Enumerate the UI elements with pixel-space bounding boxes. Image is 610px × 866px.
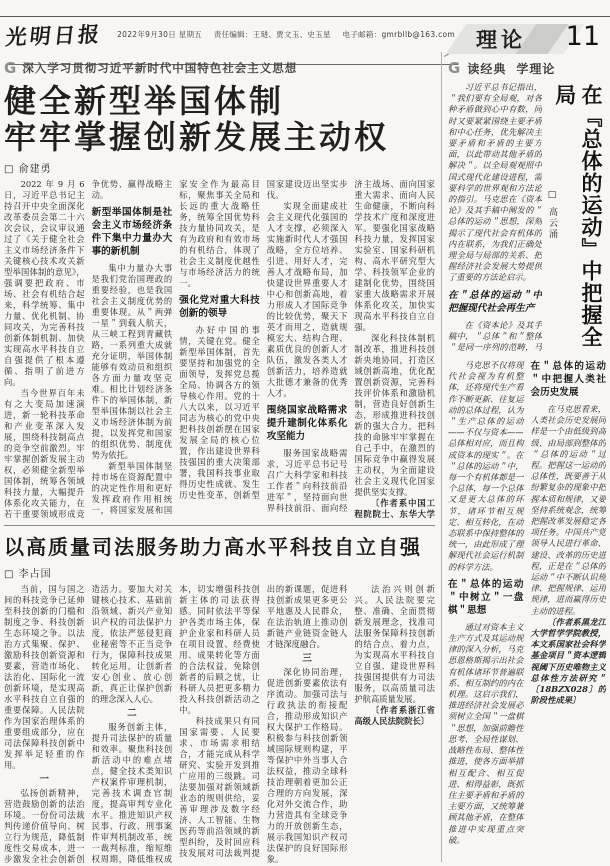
paragraph: 办好中国的事情，关键在党。健全新型举国体制，首先要坚持和加强党的全面领导，发挥党总揽全局、协调各方的领导核心作用。党的十八大以来，以习近平同志为核心的党中央把科技创新摆在国家发展全局的核心位置，作出建设世界科技强国的重大决策部署，我国科技事业取得历史性成就、发生历史性变革，创新型国家建设迈出坚实步伐。	[179, 179, 348, 500]
column-tag-2: 学理论	[516, 62, 556, 76]
author-note: 〔作者系黑龙江大学哲学学院教授，本文系国家社会科学基金项目＂资本逻辑视阈下历史唯物主义总体性方法研究＂〔18BZX028〕的阶段性成果〕	[530, 616, 606, 706]
gm-g-icon: G	[448, 59, 462, 77]
section-marker-1: 一	[39, 774, 50, 785]
paragraph: 弘扬创新精神，营造鼓励创新的法治环境。一份份司法裁判传递价值导向、树立行为规范，降低制度性交易成本，进一步激发全社会创新创造活力。要加大对关键核心技术、基础前沿领域、新兴产业知识产权的司法保护力度，依法严惩侵犯商业秘密等不正当竞争行为，保障科技成果转化运用，让创新者安心创业、放心创新，真正让保护创新的理念深入人心。	[4, 584, 173, 864]
sidebar-column-header	[448, 60, 606, 77]
main-byline: □ 俞建勇	[4, 164, 52, 175]
date-text: 2022年9月30日 星期五	[117, 30, 203, 39]
author-note: 〔作者系浙江省高级人民法院院长〕	[354, 705, 435, 726]
email-text: 电子邮箱：gmrbllb@163.com	[342, 30, 456, 39]
theme-banner	[4, 60, 435, 76]
paragraph: 当今世界百年未有之大变局加速演进，新一轮科技革命和产业变革深入发展，围绕科技制高点的竞争空前激烈。牢牢掌握创新发展主动权，必须健全新型举国体制，统筹各领域科技力量，大幅提升体系化攻关能力，在若干重要领域形成竞争优势、赢得战略主动。	[4, 179, 173, 519]
paragraph: 法治兴则创新兴。人民法院要完整、准确、全面贯彻新发展理念，找准司法服务保障科技创新的结合点、着力点，为实现高水平科技自立自强、建设世界科技强国提供有力司法服务，以高质量司法护航高质量发展。	[354, 584, 435, 704]
column-tag-1: 读经典	[467, 62, 507, 76]
main-subhead-1: 新型举国体制是社会主义市场经济条件下集中力量办大事的新机制	[91, 207, 173, 257]
paragraph: 集中力量办大事是我们党治国理政的重要经验，也是我国社会主义制度优势的重要体现。从＂两弹一星＂到载人航天，从三峡工程到青藏铁路，一系列重大成就充分证明，举国体制能够有效动员和组织各方面力量攻坚克难。相比计划经济条件下的举国体制，新型举国体制以社会主义市场经济体制为前提，以发挥党和国家的组织优势、制度优势为依托。	[91, 263, 173, 460]
bottom-article	[4, 531, 435, 866]
paragraph: 在马克思看来，人类社会历史发展同样是一个由低级到高级、由局部到整体的＂总体的运动＂过程。把握这一运动的总体性，既要善于从纷繁复杂的现象中把握本质和规律，又要坚持系统观念，统筹把握改革发展稳定各项任务。中国共产党领导人民进行革命、建设、改革的历史进程，正是在＂总体的运动＂中不断认识规律、把握规律、运用规律，进而赢得历史主动的进程。	[530, 404, 606, 616]
paper-logo: 光明日报	[4, 21, 104, 50]
paragraph: 2022年9月6日，习近平总书记主持召开中央全面深化改革委员会第二十六次会议，会议审议通过了《关于健全社会主义市场经济条件下关键核心技术攻关新型举国体制的意见》，强调要把政府、市场、社会有机结合起来，科学统筹、集中力量、优化机制、协同攻关，为完善科技创新体制机制、加快实现高水平科技自立自强提供了根本遵循、指明了前进方向。	[4, 179, 85, 387]
main-headline	[4, 83, 435, 155]
paragraph: 服务创新主体，提升司法保护的质量和效率。聚焦科技创新活动中的难点堵点，健全技术类知识产权案件审理机制，完善技术调查官制度，提高审判专业化水平。推进知识产权民事、行政、刑事案件审判机制改革，统一裁判标准，缩短维权周期，降低维权成本，切实增强科技创新主体的司法获得感。同时依法平等保护各类市场主体，保护企业家和科研人员在项目设置、经费使用、成果转化等方面的合法权益，免除创新者的后顾之忧，让科研人员把更多精力投入科技创新活动之中。	[91, 584, 260, 864]
sidebar-subhead-b: 在＂总体的运动＂中树立＂一盘棋＂思想	[448, 578, 524, 616]
editors-text: 责任编辑：王琎、贾文玉、史玉星	[213, 30, 331, 39]
sidebar-subhead-a: 在＂总体的运动＂中把握现代社会再生产	[448, 289, 542, 314]
sidebar-vertical-headline: 在『总体的运动』中把握全局	[552, 84, 604, 348]
main-column	[4, 52, 441, 862]
paragraph: 实现全面建成社会主义现代化强国的人才支撑，必须深入实施新时代人才强国战略，全方位培养、引进、用好人才，完善人才战略布局，加快建设世界重要人才中心和创新高地，着力形成人才国际竞争的比较优势，聚天下英才而用之，造就规模宏大、结构合理、素质优良的创新人才队伍，激发各类人才创新活力，培养造就大批德才兼备的优秀人才。	[266, 201, 348, 398]
dateline	[117, 29, 464, 40]
masthead	[6, 18, 610, 52]
gm-g-icon: G	[4, 58, 18, 77]
top-rule	[0, 16, 610, 17]
paragraph: 通过对资本主义生产方式及其运动规律的深入分析，马克思恩格斯揭示出社会有机体诸环节普遍联系、相互制约的内在机理。这启示我们，推进经济社会发展必须树立全国＂一盘棋＂思想，加强前瞻性思考、全局性谋划、战略性布局、整体性推进，使各方面举措相互配合、相互促进、相得益彰，既抓住主要矛盾和矛盾的主要方面，又统筹兼顾其他矛盾，在整体推进中实现重点突破。	[448, 621, 524, 845]
page-number: 11	[565, 21, 600, 52]
sidebar-article-body	[448, 360, 606, 858]
paragraph: 习近平总书记指出，＂我们要有全局观，对各种矛盾做到心中有数，同时又要紧紧围绕主要矛盾和中心任务，优先解决主要矛盾和矛盾的主要方面，以此带动其他矛盾的解决＂。以全局观观照中国式现代化建设进程，需要科学的世界观和方法论的指引。马克思在《资本论》及其手稿中阐发的＂总体的运动＂思想，深刻揭示了现代社会有机体的内在联系，为我们正确处理全局与局部的关系、把握经济社会发展大势提供了重要的方法论启示。	[448, 82, 542, 283]
main-article	[4, 60, 435, 521]
sidebar-lead-column	[448, 82, 542, 354]
paragraph: 深化科技体制机制改革，推进科技创新央地协同，打造区域创新高地，优化配置创新资源，完善科技评价体系和激励机制，营造良好创新生态，形成推进科技创新的强大合力，把科技的命脉牢牢掌握在自己手中，在激烈的国际竞争中赢得发展主动权，为全面建设社会主义现代化国家提供坚实支撑。	[354, 333, 435, 497]
bottom-article-body	[4, 584, 435, 866]
sidebar-article	[441, 52, 606, 862]
main-article-body	[4, 179, 435, 521]
paragraph: 深化协同治理，促进创新要素依法有序流动。加强司法与行政执法的衔接配合，推动形成知识产权大保护工作格局。积极参与科技创新领域国际规则构建，平等保护中外当事人合法权益，推动全球科技治理朝着更加公正合理的方向发展，深化对外交流合作，助力营造具有全球竞争力的开放创新生态，展示我国知识产权司法保护的良好国际形象。	[266, 667, 348, 864]
page-content	[4, 52, 606, 862]
article-divider	[4, 525, 435, 526]
sidebar-subhead-c: 在＂总体的运动＂中把握人类社会历史发展	[530, 361, 606, 398]
section-label: 理论	[476, 28, 526, 52]
bottom-headline: 以高质量司法服务助力高水平科技自立自强	[4, 535, 422, 559]
main-subhead-2: 强化党对重大科技创新的领导	[179, 295, 260, 319]
sidebar-top-block	[448, 82, 606, 354]
theme-banner-text: 深入学习贯彻习近平新时代中国特色社会主义思想	[22, 61, 298, 75]
bottom-byline: □ 李占国	[4, 569, 52, 580]
main-headline-line1: 健全新型举国体制	[4, 82, 285, 120]
paragraph: 当前，国与国之间的科技竞争已延伸至科技创新的门槛和制度之争、科技创新生态环境之争。以法治方式集聚、保护、激励科技创新资源和要素，营造市场化、法治化、国际化一流创新环境，是实现高水平科技自立自强的重要保障。人民法院作为国家治理体系的重要组成部分，应在司法保障科技创新中发挥举足轻重的作用。	[4, 584, 85, 770]
main-headline-line2: 牢牢掌握创新发展主动权	[4, 118, 390, 156]
paragraph: 新型举国体制坚持市场在资源配置中的决定性作用和更好发挥政府作用相统一，将国家发展和国家安全作为最高目标，聚焦事关全局和长远的重大战略任务，统筹全国优势科技力量协同攻关，是有为政府和有效市场的有机结合，体现了社会主义制度优越性与市场经济活力的统一。	[91, 179, 260, 515]
author-note: 〔作者系中国工程院院士、东华大学	[354, 498, 435, 519]
main-subhead-3: 围绕国家战略需求提升建制化体系化攻坚能力	[266, 405, 348, 442]
section-marker-2: 二	[127, 708, 137, 719]
sidebar-byline: □ 高云涌	[547, 190, 557, 240]
paragraph: 在《资本论》及其手稿中，＂总体＂和＂整体＂是同一序列的范畴，马	[448, 319, 542, 353]
paragraph: 服务国家战略需求，习近平总书记号召广大科学家和科技工作者＂向科技前沿进军＂，坚持面向世界科技前沿、面向经济主战场、面向国家重大需求、面向人民生命健康，不断向科学技术广度和深度进军。要强化国家战略科技力量，发挥国家实验室、国家科研机构、高水平研究型大学、科技领军企业的建制化优势，围绕国家重大战略需求开展体系化攻关，加快实现高水平科技自立自强。	[266, 179, 435, 513]
sidebar-title-block	[542, 82, 606, 354]
section-marker-3: 三	[302, 653, 312, 664]
paragraph: 科技成果只有同国家需要、人民要求、市场需求相结合，才能完成从科学研究、实验开发到推广应用的三级跳。司法要加强对新领域新业态的规则供给，妥善审理涉及数字经济、人工智能、生物医药等前沿领域的新型纠纷，及时回应科技发展对司法裁判提出的新课题，促进科技创新成果更多更公平地惠及人民群众，在法治轨道上推动创新链产业链资金链人才链深度融合。	[179, 584, 348, 858]
paragraph: 马克思不仅将现代社会视为有机整体，还将现代生产看作不断更新、往复运动的总体过程，认为＂生产总体的运动——不仅与资本——总体相对应，而且构成资本的现实＂。在＂总体的运动＂中，每一个有机体都是一个总体，每一个总体又是更大总体的环节，诸环节相互规定、相互转化，在动态联系中保持整体的统一，由此形成了理解现代社会运行机制的科学方法。	[448, 360, 524, 572]
